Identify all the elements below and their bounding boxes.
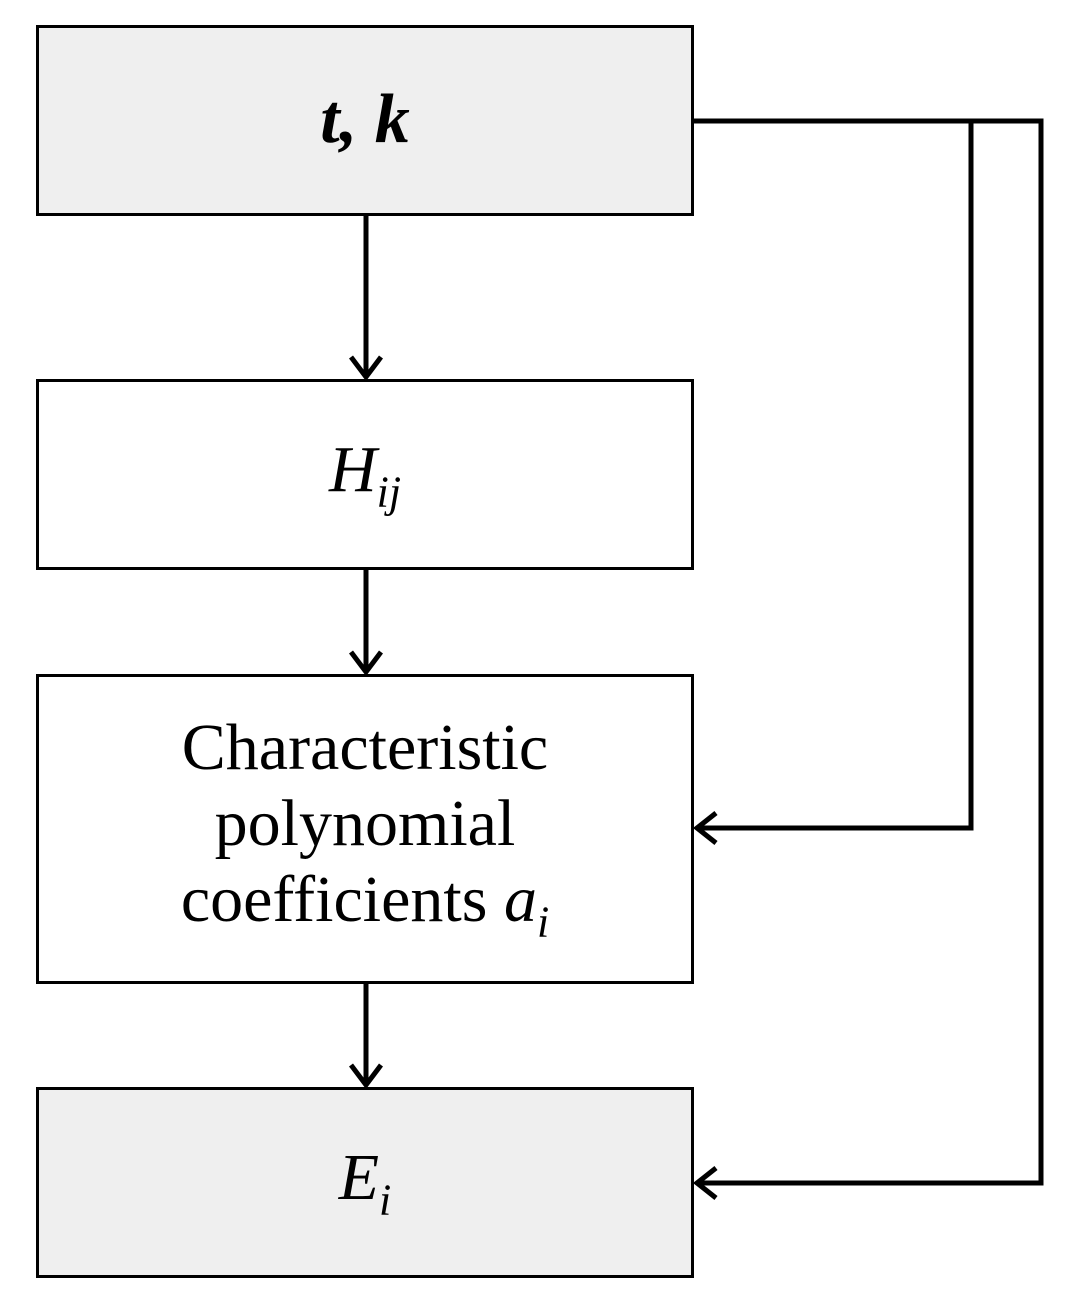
node-input-label [320, 80, 409, 161]
node-input [36, 25, 694, 216]
node-hamiltonian-label [329, 432, 401, 518]
node-hamiltonian [36, 379, 694, 570]
var-k: k [374, 81, 410, 159]
var-t: t [320, 81, 340, 159]
node-eigen-label [339, 1140, 392, 1226]
coef-word: coefficients [180, 862, 488, 936]
node-coefficients-label [181, 710, 549, 948]
var-e: E [338, 1140, 380, 1214]
edge-input-to-coef [694, 121, 971, 828]
sub-i: i [536, 897, 550, 947]
edge-input-to-e [694, 121, 1041, 1183]
node-coefficients [36, 674, 694, 984]
node-eigen [36, 1087, 694, 1278]
coef-line-1: Characteristic [181, 711, 549, 785]
coef-line-3 [181, 862, 549, 948]
var-a: a [503, 862, 537, 936]
separator: , [339, 81, 358, 159]
sub-ij: ij [376, 466, 402, 516]
coef-line-2: polynomial [214, 787, 516, 860]
sub-i-e: i [379, 1174, 392, 1224]
var-h: H [328, 432, 377, 506]
